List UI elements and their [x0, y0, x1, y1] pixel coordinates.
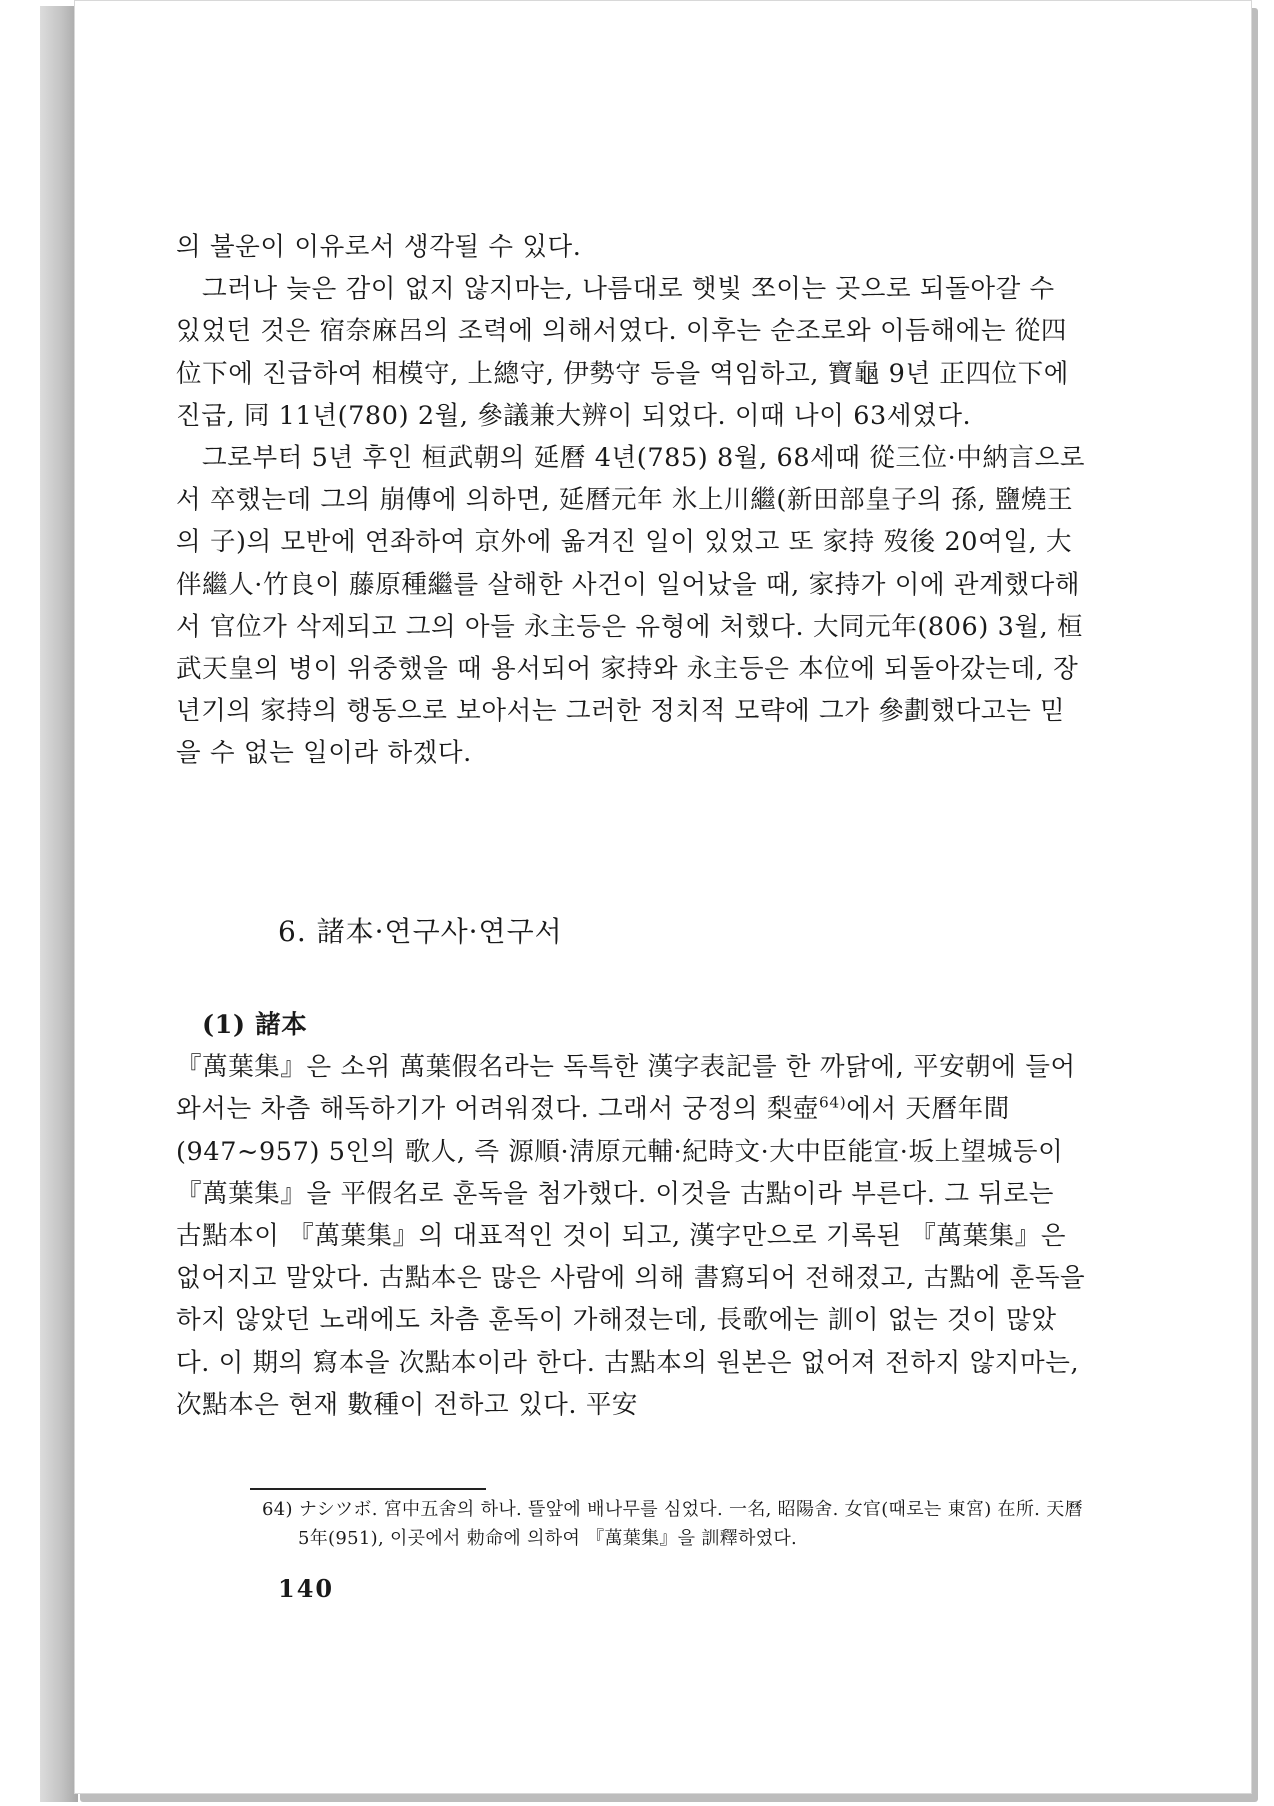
- footnote: [262, 1495, 1088, 1553]
- paragraph-2: 그러나 늦은 감이 없지 않지마는, 나름대로 햇빛 쪼이는 곳으로 되돌아갈 수 있었던 것은 宿奈麻呂의 조력에 의해서였다. 이후는 순조로와 이듬해에는 從四位下에 진급하여 相模守, 上總守, 伊勢守 등을 역임하고, 寶龜 9년 正四位下에 진급, 同 11년(780) 2월, 參議兼大辨이 되었다. 이때 나이 63세였다.: [176, 274, 1070, 431]
- footnote-rule: [250, 1488, 486, 1490]
- subsection-paragraph-part1: 『萬葉集』은 소위 萬葉假名라는 독특한 漢字表記를 한 까닭에, 平安朝에 들어와서는 차츰 해독하기가 어려워졌다. 그래서 궁정의 梨壺: [176, 1052, 1076, 1125]
- paragraph-continuation: 의 불운이 이유로서 생각될 수 있다.: [176, 232, 582, 262]
- subsection-text: [176, 1004, 1086, 1426]
- subsection-paragraph-part2: 에서 天曆年間(947~957) 5인의 歌人, 즉 源順·淸原元輔·紀時文·大中臣能宣·坂上望城등이 『萬葉集』을 平假名로 훈독을 첨가했다. 이것을 古點이라 부른다. 그 뒤로는 古點本이 『萬葉集』의 대표적인 것이 되고, 漢字만으로 기록된 『萬葉集』은 없어지고 말았다. 古點本은 많은 사람에 의해 書寫되어 전해졌고, 古點에 훈독을 하지 않았던 노래에도 차츰 훈독이 가해졌는데, 長歌에는 訓이 없는 것이 많았다. 이 期의 寫本을 次點本이라 한다. 古點本의 원본은 없어져 전하지 않지마는, 次點本은 현재 數種이 전하고 있다. 平安: [176, 1094, 1086, 1420]
- footnote-ref: 64): [819, 1093, 847, 1112]
- subsection-paragraph: [176, 1046, 1086, 1426]
- book-edge: [40, 6, 78, 1802]
- page-number: 140: [278, 1574, 335, 1603]
- section-heading: 6. 諸本·연구사·연구서: [278, 915, 563, 948]
- footnote-text: 64) ナシツボ. 宮中五舍의 하나. 뜰앞에 배나무를 심었다. 一名, 昭陽舍. 女官(때로는 東宮) 在所. 天曆 5年(951), 이곳에서 勅命에 의하여 『萬葉集』을 訓釋하였다.: [262, 1499, 1083, 1549]
- main-text: [176, 226, 1086, 775]
- paragraph-3: 그로부터 5년 후인 桓武朝의 延曆 4년(785) 8월, 68세때 從三位·中納言으로서 卒했는데 그의 崩傳에 의하면, 延曆元年 氷上川繼(新田部皇子의 孫, 鹽燒王의 子)의 모반에 연좌하여 京外에 옮겨진 일이 있었고 또 家持 歿後 20여일, 大伴繼人·竹良이 藤原種繼를 살해한 사건이 일어났을 때, 家持가 이에 관계했다해서 官位가 삭제되고 그의 아들 永主등은 유형에 처했다. 大同元年(806) 3월, 桓武天皇의 병이 위중했을 때 용서되어 家持와 永主등은 本位에 되돌아갔는데, 장년기의 家持의 행동으로 보아서는 그러한 정치적 모략에 그가 參劃했다고는 믿을 수 없는 일이라 하겠다.: [176, 443, 1086, 769]
- subsection-heading: (1) 諸本: [202, 1010, 308, 1040]
